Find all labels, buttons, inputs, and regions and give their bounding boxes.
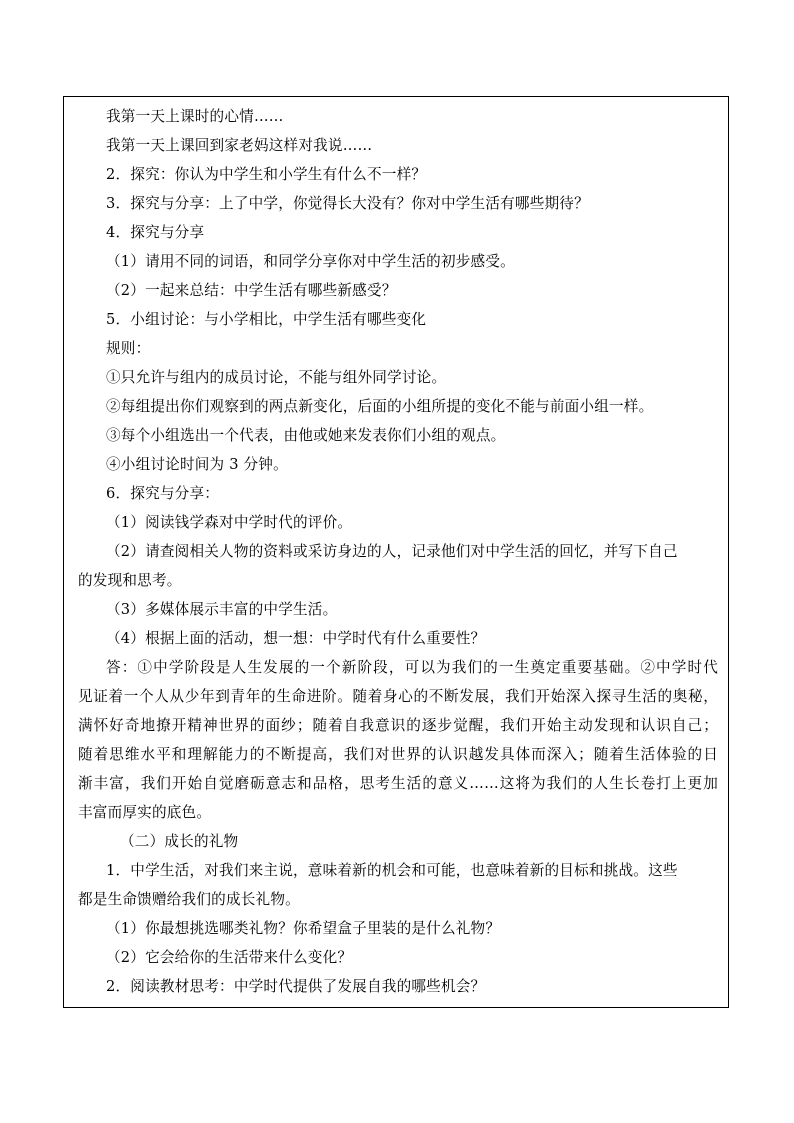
- answer-line: 丰富而厚实的底色。: [78, 804, 212, 821]
- text-line: ②每组提出你们观察到的两点新变化，后面的小组所提的变化不能与前面小组一样。: [106, 398, 654, 415]
- text-line: ④小组讨论时间为 3 分钟。: [106, 456, 288, 473]
- section-heading: （二）成长的礼物: [120, 833, 239, 850]
- answer-line: 满怀好奇地撩开精神世界的面纱；随着自我意识的逐步觉醒，我们开始主动发现和认识自己；: [78, 717, 718, 734]
- lesson-content: [78, 102, 718, 1001]
- text-line: （2）请查阅相关人物的资料或采访身边的人，记录他们对中学生活的回忆，并写下自己: [106, 543, 678, 560]
- answer-line: 随着思维水平和理解能力的不断提高，我们对世界的认识越发具体而深入；随着生活体验的日: [78, 746, 718, 763]
- text-line: 1．中学生活，对我们来主说，意味着新的机会和可能，也意味着新的目标和挑战。这些: [106, 862, 678, 879]
- text-line: 5．小组讨论：与小学相比，中学生活有哪些变化: [106, 311, 427, 328]
- text-line: 4．探究与分享: [106, 224, 205, 241]
- text-line: ①只允许与组内的成员讨论，不能与组外同学讨论。: [106, 369, 447, 386]
- text-line: 3．探究与分享：上了中学，你觉得长大没有？你对中学生活有哪些期待？: [106, 195, 589, 212]
- document-table-cell: [63, 96, 729, 1008]
- text-line: 我第一天上课时的心情……: [106, 108, 284, 125]
- text-line: 规则：: [106, 340, 151, 357]
- text-line: 的发现和思考。: [78, 572, 182, 589]
- text-line: 2．探究：你认为中学生和小学生有什么不一样？: [106, 166, 427, 183]
- text-line: （2）一起来总结：中学生活有哪些新感受？: [106, 282, 397, 299]
- text-line: 都是生命馈赠给我们的成长礼物。: [78, 891, 300, 908]
- text-line: ③每个小组选出一个代表，由他或她来发表你们小组的观点。: [106, 427, 506, 444]
- text-line: （3）多媒体展示丰富的中学生活。: [106, 601, 338, 618]
- answer-line: 答：①中学阶段是人生发展的一个新阶段，可以为我们的一生奠定重要基础。②中学时代: [106, 659, 718, 676]
- text-line: （1）你最想挑选哪类礼物？你希望盒子里装的是什么礼物？: [106, 920, 501, 937]
- answer-line: 见证着一个人从少年到青年的生命进阶。随着身心的不断发展，我们开始深入探寻生活的奥秘，: [78, 688, 718, 705]
- text-line: （1）阅读钱学森对中学时代的评价。: [106, 514, 353, 531]
- text-line: （2）它会给你的生活带来什么变化？: [106, 949, 353, 966]
- answer-line: 渐丰富，我们开始自觉磨砺意志和品格，思考生活的意义……这将为我们的人生长卷打上更加: [78, 775, 718, 792]
- text-line: （4）根据上面的活动，想一想：中学时代有什么重要性？: [106, 630, 486, 647]
- text-line: 我第一天上课回到家老妈这样对我说……: [106, 137, 373, 154]
- text-line: 6．探究与分享：: [106, 485, 220, 502]
- text-line: （1）请用不同的词语，和同学分享你对中学生活的初步感受。: [106, 253, 515, 270]
- text-line: 2．阅读教材思考：中学时代提供了发展自我的哪些机会？: [106, 978, 486, 995]
